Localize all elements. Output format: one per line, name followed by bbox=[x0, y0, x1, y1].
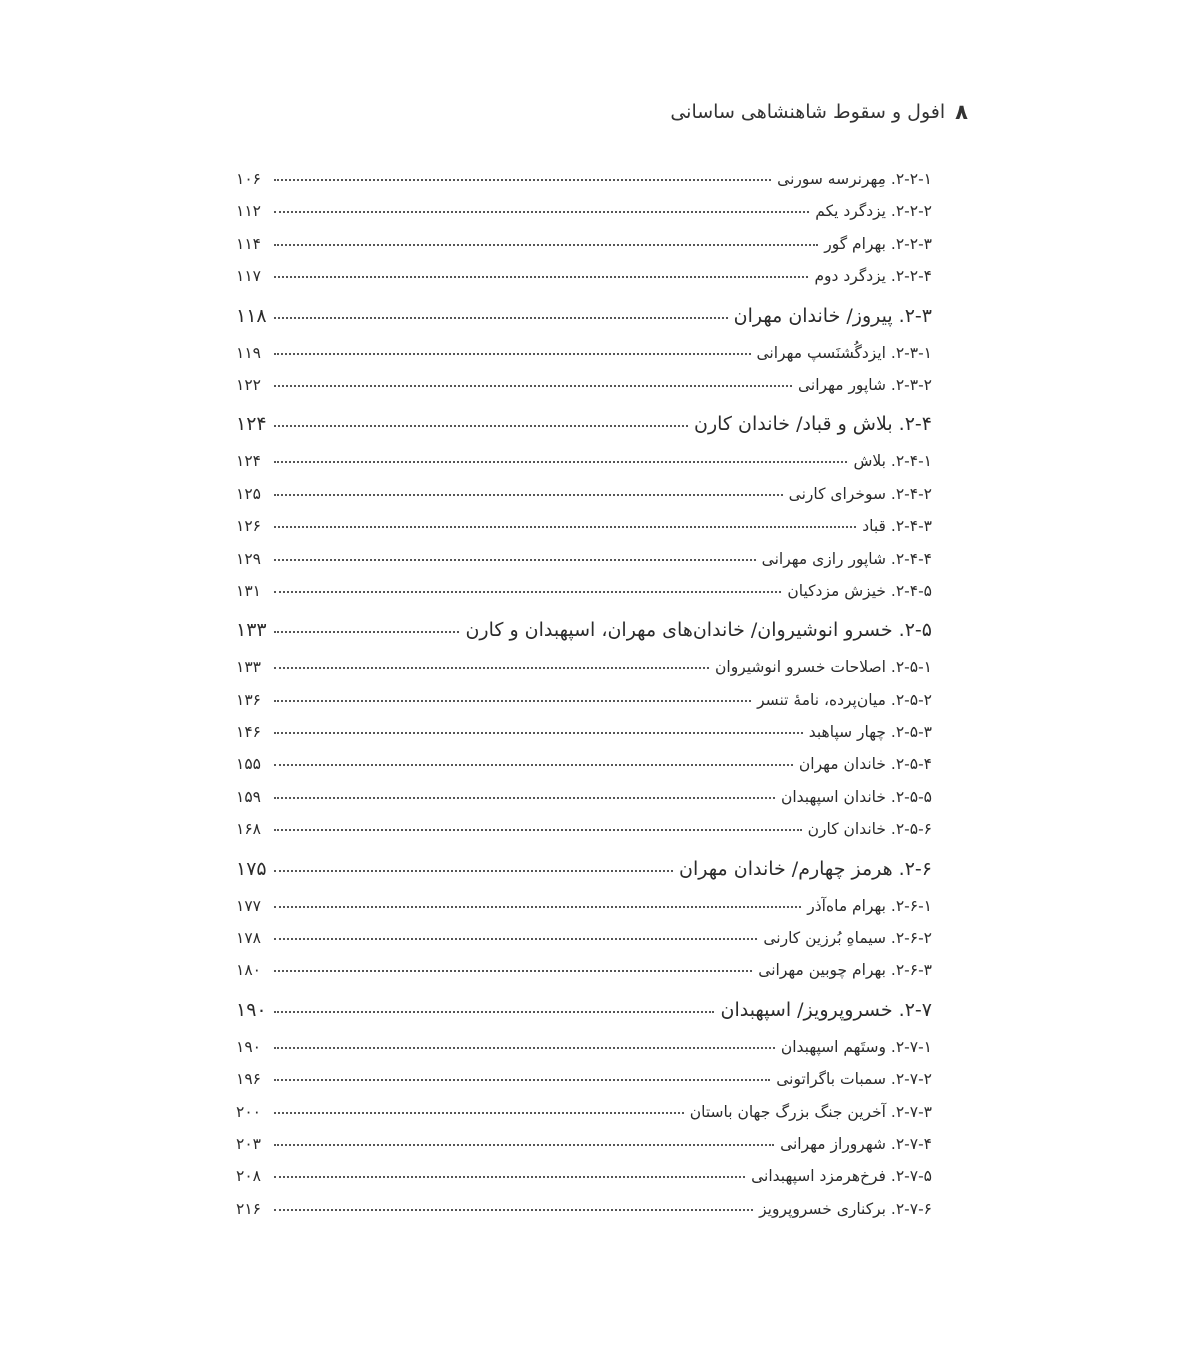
dot-leader bbox=[274, 559, 756, 561]
toc-entry-title: ۲-۴. بلاش و قباد/ خاندان کارن bbox=[694, 413, 932, 436]
dot-leader bbox=[274, 461, 847, 463]
toc-entry-title: ۲-۵-۶. خاندان کارن bbox=[807, 820, 932, 839]
toc-entry-title: ۲-۷-۲. سمبات باگراتونی bbox=[776, 1070, 932, 1089]
toc-entry-page: ۱۱۴ bbox=[236, 234, 261, 253]
toc-entry-title: ۲-۴-۱. بلاش bbox=[853, 452, 932, 471]
dot-leader bbox=[274, 591, 781, 593]
dot-leader bbox=[274, 797, 775, 799]
toc-entry-title: ۲-۵-۱. اصلاحات خسرو انوشیروان bbox=[715, 658, 932, 677]
dot-leader bbox=[274, 732, 803, 734]
dot-leader bbox=[274, 353, 751, 355]
book-title: افول و سقوط شاهنشاهی ساسانی bbox=[670, 101, 946, 123]
dot-leader bbox=[274, 631, 459, 633]
toc-entry-title: ۲-۳-۲. شاپور مهرانی bbox=[797, 375, 932, 394]
toc-subsection-entry bbox=[236, 1103, 932, 1135]
toc-entry-page: ۱۷۵ bbox=[236, 857, 267, 880]
dot-leader bbox=[274, 700, 751, 702]
toc-entry-page: ۱۸۰ bbox=[236, 961, 261, 980]
toc-section-entry bbox=[236, 999, 932, 1035]
toc-entry-page: ۱۰۶ bbox=[236, 170, 261, 188]
dot-leader bbox=[274, 1176, 745, 1178]
toc-entry-title: ۲-۲-۲. یزدگرد یکم bbox=[815, 202, 932, 221]
toc-section-entry bbox=[236, 858, 932, 894]
toc-entry-page: ۱۲۴ bbox=[236, 452, 261, 471]
toc-subsection-entry bbox=[236, 202, 932, 234]
toc-entry-title: ۲-۵-۴. خاندان مهران bbox=[798, 755, 932, 774]
toc-entry-page: ۱۵۵ bbox=[236, 755, 261, 774]
toc-entry-title: ۲-۴-۴. شاپور رازی مهرانی bbox=[761, 549, 932, 568]
dot-leader bbox=[274, 211, 809, 213]
toc-entry-page: ۱۱۹ bbox=[236, 343, 261, 362]
toc-subsection-entry bbox=[236, 723, 932, 755]
toc-entry-title: ۲-۵-۵. خاندان اسپهبدان bbox=[780, 787, 932, 806]
toc-subsection-entry bbox=[236, 1167, 932, 1199]
toc-subsection-entry bbox=[236, 820, 932, 852]
toc-entry-title: ۲-۵-۲. میان‌پرده، نامۀ تنسر bbox=[757, 690, 932, 709]
toc-subsection-entry bbox=[236, 376, 932, 408]
toc-entry-title: ۲-۴-۵. خیزش مزدکیان bbox=[787, 581, 932, 600]
dot-leader bbox=[274, 667, 709, 669]
toc-entry-title: ۲-۷-۴. شهروراز مهرانی bbox=[780, 1134, 932, 1153]
toc-subsection-entry bbox=[236, 550, 932, 582]
toc-entry-page: ۱۳۳ bbox=[236, 658, 261, 677]
table-of-contents bbox=[236, 170, 932, 1232]
dot-leader bbox=[274, 317, 728, 319]
dot-leader bbox=[274, 1047, 775, 1049]
toc-entry-title: ۲-۴-۳. قباد bbox=[862, 517, 932, 536]
toc-entry-title: ۲-۷-۳. آخرین جنگ بزرگ جهان باستان bbox=[689, 1102, 932, 1121]
toc-subsection-entry bbox=[236, 658, 932, 690]
dot-leader bbox=[274, 938, 757, 940]
toc-subsection-entry bbox=[236, 582, 932, 614]
toc-subsection-entry bbox=[236, 1200, 932, 1232]
toc-entry-page: ۱۱۸ bbox=[236, 304, 267, 327]
toc-entry-title: ۲-۲-۳. بهرام گور bbox=[824, 234, 932, 253]
toc-entry-title: ۲-۳-۱. ایزدگُشنَسپ مهرانی bbox=[756, 343, 932, 362]
dot-leader bbox=[274, 1209, 753, 1211]
dot-leader bbox=[274, 829, 802, 831]
toc-entry-page: ۱۳۱ bbox=[236, 581, 261, 600]
dot-leader bbox=[274, 385, 792, 387]
toc-entry-page: ۱۹۰ bbox=[236, 998, 267, 1021]
dot-leader bbox=[274, 494, 783, 496]
toc-entry-page: ۱۹۶ bbox=[236, 1070, 261, 1089]
dot-leader bbox=[274, 1011, 714, 1013]
toc-entry-page: ۱۳۶ bbox=[236, 690, 261, 709]
toc-subsection-entry bbox=[236, 788, 932, 820]
toc-subsection-entry bbox=[236, 170, 932, 202]
toc-entry-title: ۲-۶-۱. بهرام ماه‌آذر bbox=[807, 896, 932, 915]
toc-entry-page: ۲۰۸ bbox=[236, 1167, 261, 1186]
toc-entry-title: ۲-۳. پیروز/ خاندان مهران bbox=[733, 304, 932, 327]
toc-entry-page: ۲۰۳ bbox=[236, 1134, 261, 1153]
toc-subsection-entry bbox=[236, 897, 932, 929]
toc-subsection-entry bbox=[236, 267, 932, 299]
toc-entry-page: ۱۱۷ bbox=[236, 267, 261, 286]
toc-entry-page: ۱۱۲ bbox=[236, 202, 261, 221]
toc-subsection-entry bbox=[236, 485, 932, 517]
dot-leader bbox=[274, 970, 752, 972]
toc-entry-page: ۱۳۳ bbox=[236, 619, 267, 642]
dot-leader bbox=[274, 764, 793, 766]
toc-entry-title: ۲-۷-۶. برکناری خسروپرویز bbox=[759, 1199, 932, 1218]
toc-subsection-entry bbox=[236, 755, 932, 787]
dot-leader bbox=[274, 276, 808, 278]
toc-entry-title: ۲-۲-۱. مِهرنرسه سورنی bbox=[777, 170, 932, 188]
toc-entry-title: ۲-۵-۳. چهار سپاهبد bbox=[808, 723, 932, 742]
dot-leader bbox=[274, 425, 688, 427]
dot-leader bbox=[274, 1079, 770, 1081]
toc-entry-title: ۲-۶-۳. بهرام چوبین مهرانی bbox=[758, 961, 932, 980]
toc-entry-title: ۲-۷-۱. وستَهم اسپهبدان bbox=[780, 1037, 932, 1056]
toc-entry-page: ۱۹۰ bbox=[236, 1037, 261, 1056]
toc-entry-title: ۲-۷-۵. فرخ‌هرمزد اسپهبدانی bbox=[751, 1167, 932, 1186]
toc-entry-page: ۱۴۶ bbox=[236, 723, 261, 742]
toc-entry-page: ۱۲۵ bbox=[236, 484, 261, 503]
toc-entry-page: ۲۱۶ bbox=[236, 1199, 261, 1218]
dot-leader bbox=[274, 870, 673, 872]
toc-subsection-entry bbox=[236, 1135, 932, 1167]
toc-entry-title: ۲-۵. خسرو انوشیروان/ خاندان‌های مهران، اسپهبدان و کارن bbox=[465, 619, 932, 642]
toc-entry-page: ۱۲۶ bbox=[236, 517, 261, 536]
page-number: ۸ bbox=[955, 100, 968, 124]
toc-entry-page: ۱۲۲ bbox=[236, 375, 261, 394]
toc-subsection-entry bbox=[236, 1070, 932, 1102]
toc-entry-page: ۱۷۸ bbox=[236, 929, 261, 948]
toc-entry-page: ۱۲۹ bbox=[236, 549, 261, 568]
dot-leader bbox=[274, 906, 801, 908]
dot-leader bbox=[274, 179, 771, 181]
toc-section-entry bbox=[236, 305, 932, 341]
dot-leader bbox=[274, 1144, 774, 1146]
toc-section-entry bbox=[236, 413, 932, 449]
toc-entry-page: ۱۷۷ bbox=[236, 896, 261, 915]
toc-subsection-entry bbox=[236, 691, 932, 723]
toc-entry-title: ۲-۴-۲. سوخرای کارنی bbox=[788, 484, 932, 503]
toc-entry-title: ۲-۶-۲. سیماهِ بُرزین کارنی bbox=[763, 929, 932, 948]
toc-subsection-entry bbox=[236, 929, 932, 961]
toc-entry-page: ۲۰۰ bbox=[236, 1102, 261, 1121]
toc-subsection-entry bbox=[236, 452, 932, 484]
toc-entry-page: ۱۲۴ bbox=[236, 413, 267, 436]
toc-subsection-entry bbox=[236, 344, 932, 376]
toc-subsection-entry bbox=[236, 961, 932, 993]
dot-leader bbox=[274, 244, 818, 246]
toc-entry-title: ۲-۶. هرمز چهارم/ خاندان مهران bbox=[679, 857, 932, 880]
toc-section-entry bbox=[236, 619, 932, 655]
toc-subsection-entry bbox=[236, 517, 932, 549]
toc-subsection-entry bbox=[236, 1038, 932, 1070]
dot-leader bbox=[274, 1112, 684, 1114]
toc-entry-page: ۱۶۸ bbox=[236, 820, 261, 839]
running-header bbox=[670, 100, 968, 124]
dot-leader bbox=[274, 526, 856, 528]
toc-subsection-entry bbox=[236, 235, 932, 267]
toc-entry-page: ۱۵۹ bbox=[236, 787, 261, 806]
toc-entry-title: ۲-۲-۴. یزدگرد دوم bbox=[814, 267, 932, 286]
toc-entry-title: ۲-۷. خسروپرویز/ اسپهبدان bbox=[720, 998, 932, 1021]
